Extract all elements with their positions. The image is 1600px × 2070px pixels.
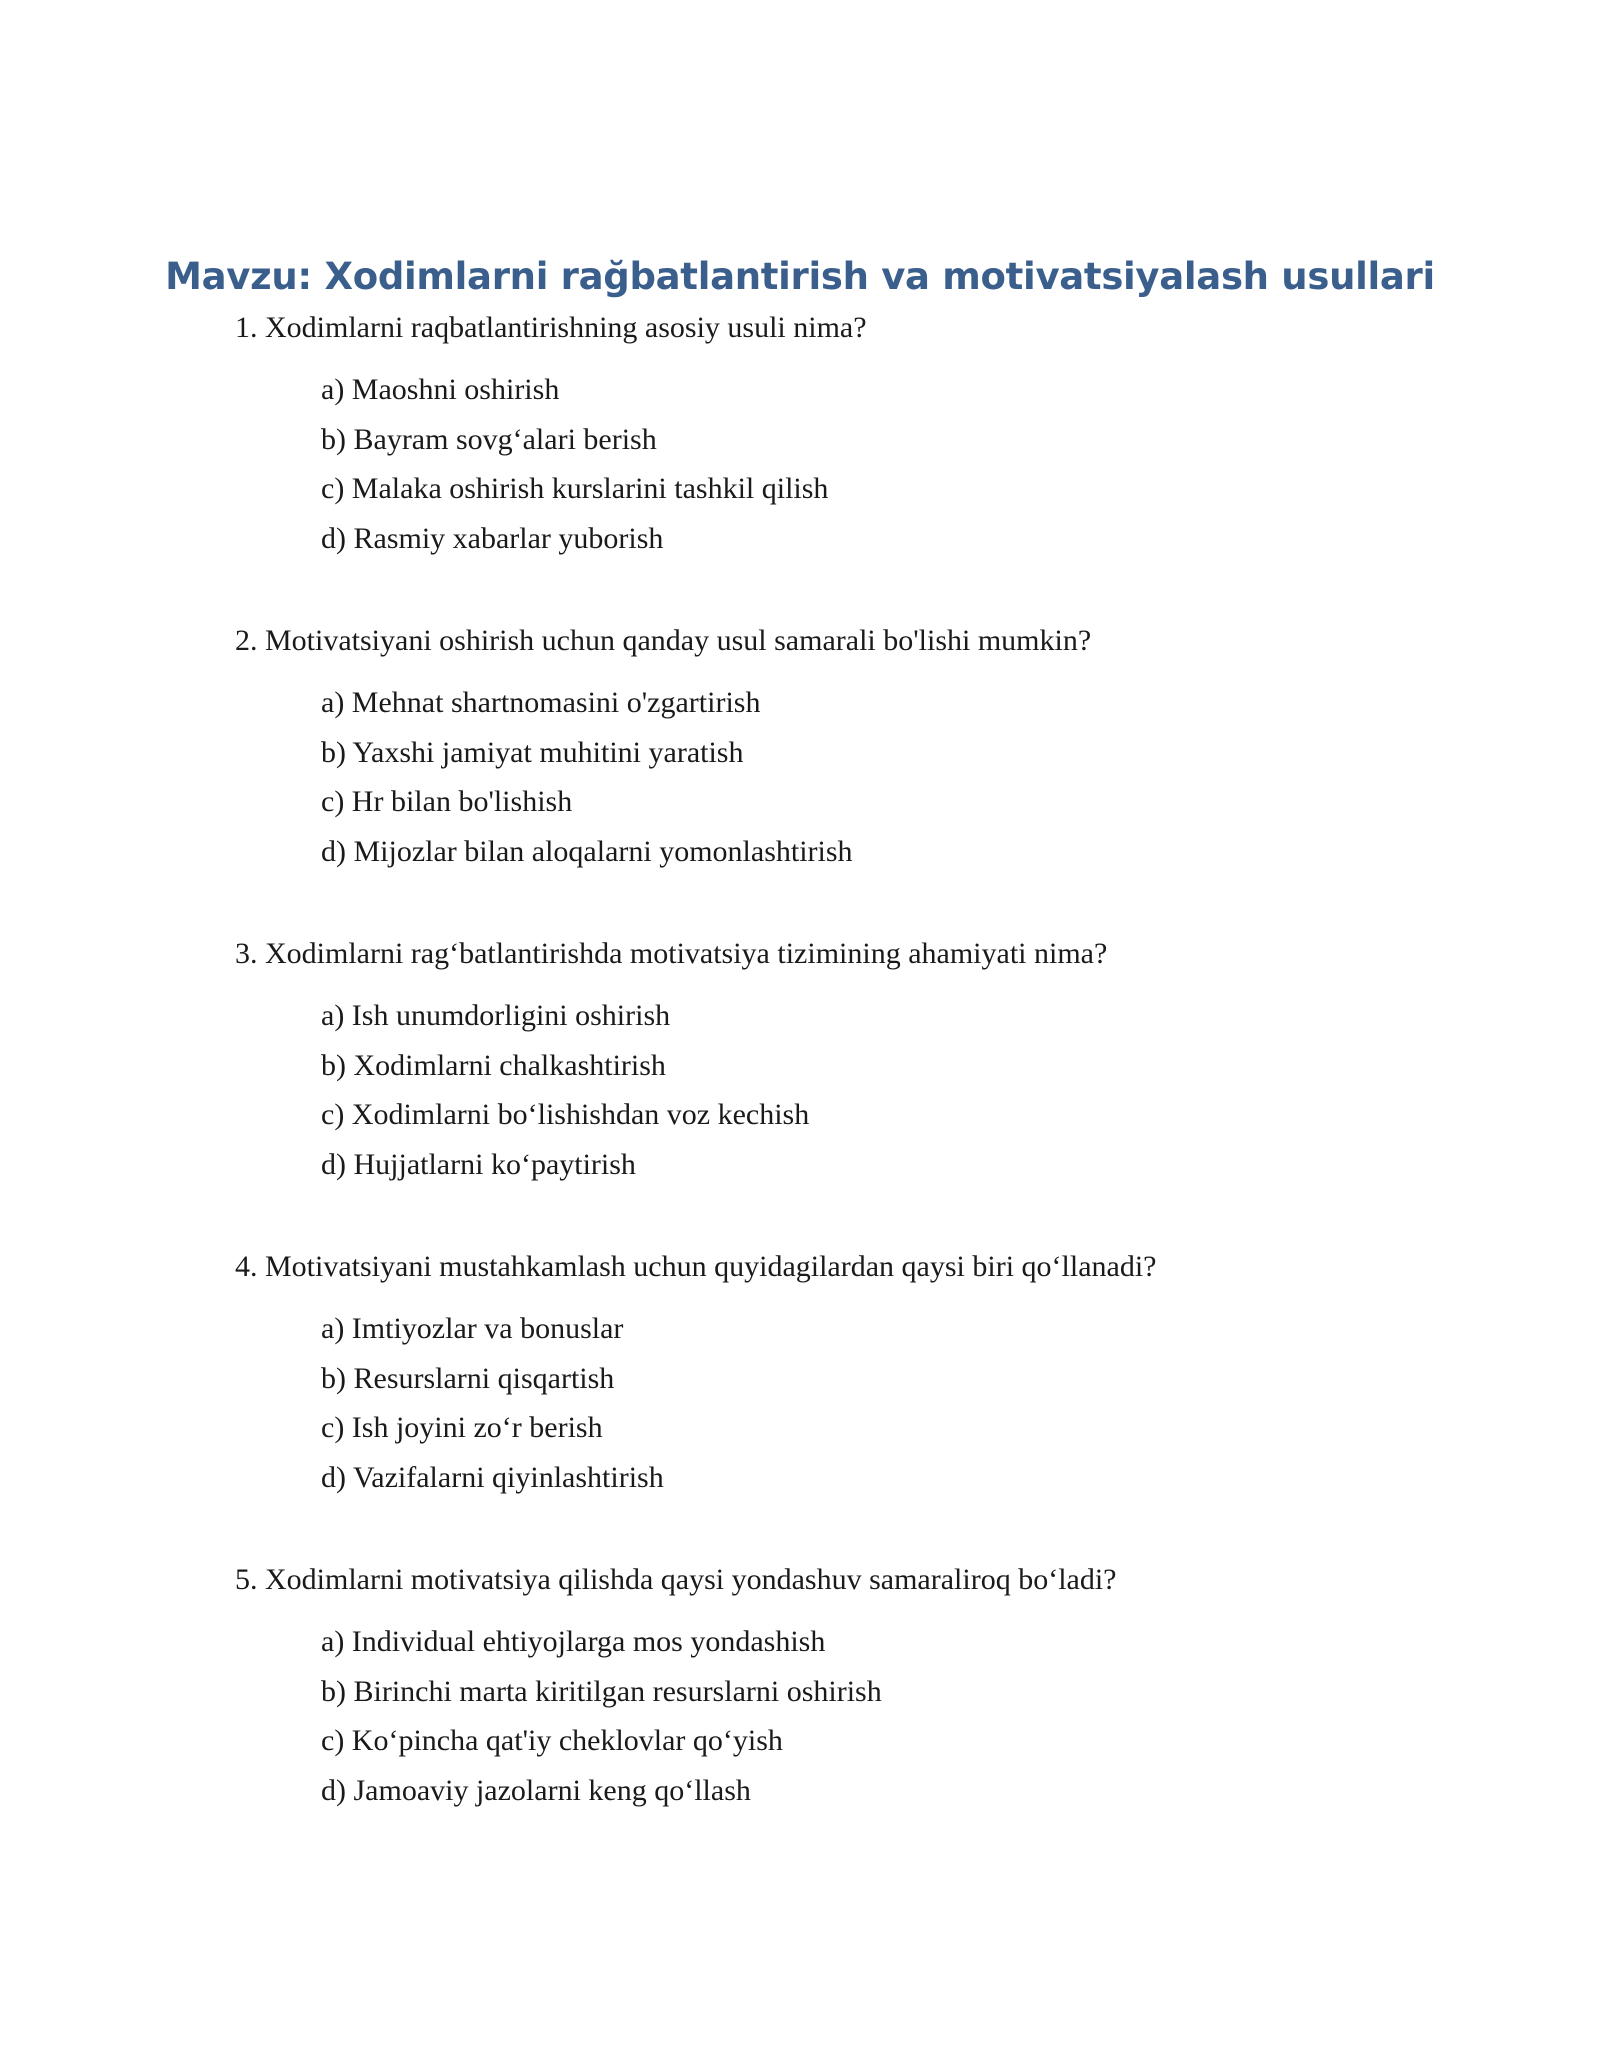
option-c: c) Ish joyini zo‘r berish	[321, 1411, 603, 1444]
question-3	[235, 934, 1435, 1189]
question-list	[235, 308, 1435, 1873]
option-b: b) Resurslarni qisqartish	[321, 1361, 615, 1395]
option-d: d) Vazifalarni qiyinlashtirish	[321, 1460, 664, 1494]
option-d: d) Rasmiy xabarlar yuborish	[321, 521, 664, 555]
document-title: Mavzu: Xodimlarni rağbatlantirish va motivatsiyalash usullari	[165, 255, 1435, 298]
option-b: b) Yaxshi jamiyat muhitini yaratish	[321, 735, 744, 769]
question-text: 2. Motivatsiyani oshirish uchun qanday usul samarali bo'lishi mumkin?	[235, 624, 1092, 657]
option-list	[235, 991, 1435, 1189]
option-b: b) Birinchi marta kiritilgan resurslarni oshirish	[321, 1674, 882, 1708]
option-c: c) Xodimlarni bo‘lishishdan voz kechish	[321, 1098, 810, 1131]
option-c: c) Malaka oshirish kurslarini tashkil qilish	[321, 472, 829, 505]
option-d: d) Hujjatlarni ko‘paytirish	[321, 1147, 636, 1181]
option-a: a) Individual ehtiyojlarga mos yondashish	[321, 1625, 826, 1658]
option-list	[235, 365, 1435, 563]
question-text: 4. Motivatsiyani mustahkamlash uchun quyidagilardan qaysi biri qo‘llanadi?	[235, 1250, 1157, 1283]
option-b: b) Bayram sovg‘alari berish	[321, 422, 657, 456]
option-list	[235, 1304, 1435, 1502]
question-text: 1. Xodimlarni raqbatlantirishning asosiy usuli nima?	[235, 311, 867, 344]
question-4	[235, 1247, 1435, 1502]
option-a: a) Imtiyozlar va bonuslar	[321, 1312, 624, 1345]
option-list	[235, 1617, 1435, 1815]
question-1	[235, 308, 1435, 563]
option-c: c) Hr bilan bo'lishish	[321, 785, 573, 818]
option-a: a) Mehnat shartnomasini o'zgartirish	[321, 686, 761, 719]
option-d: d) Mijozlar bilan aloqalarni yomonlashtirish	[321, 834, 853, 868]
question-text: 5. Xodimlarni motivatsiya qilishda qaysi yondashuv samaraliroq bo‘ladi?	[235, 1563, 1117, 1596]
question-5	[235, 1560, 1435, 1815]
option-list	[235, 678, 1435, 876]
option-b: b) Xodimlarni chalkashtirish	[321, 1048, 666, 1082]
option-d: d) Jamoaviy jazolarni keng qo‘llash	[321, 1773, 751, 1807]
option-c: c) Ko‘pincha qat'iy cheklovlar qo‘yish	[321, 1724, 783, 1757]
question-text: 3. Xodimlarni rag‘batlantirishda motivatsiya tizimining ahamiyati nima?	[235, 937, 1108, 970]
question-2	[235, 621, 1435, 876]
option-a: a) Maoshni oshirish	[321, 373, 560, 406]
option-a: a) Ish unumdorligini oshirish	[321, 999, 671, 1032]
